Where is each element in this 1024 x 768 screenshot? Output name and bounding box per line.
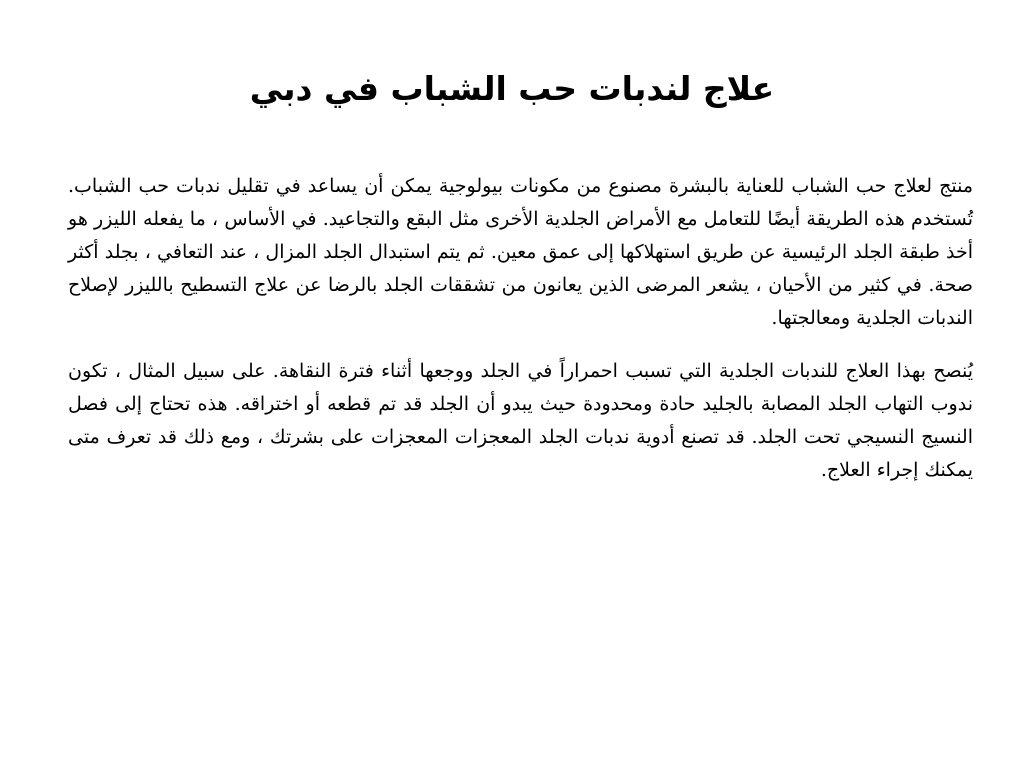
slide-body (68, 170, 973, 487)
paragraph-scar-advice: يُنصح بهذا العلاج للندبات الجلدية التي تسبب احمراراً في الجلد ووجعها أثناء فترة النقاهة. على سبيل المثال ، تكون ندوب التهاب الجلد المصابة بالجليد حادة ومحدودة حيث يبدو أن الجلد قد تم قطعه أو اختراقه. هذه تحتاج إلى فصل النسيج النسيجي تحت الجلد. قد تصنع أدوية ندبات الجلد المعجزات المعجزات على بشرتك ، ومع ذلك قد تعرف متى يمكنك إجراء العلاج. (68, 360, 974, 481)
slide-title: علاج لندبات حب الشباب في دبي (249, 69, 775, 108)
paragraph-laser-treatment: منتج لعلاج حب الشباب للعناية بالبشرة مصنوع من مكونات بيولوجية يمكن أن يساعد في تقليل ندبات حب الشباب. تُستخدم هذه الطريقة أيضًا للتعامل مع الأمراض الجلدية الأخرى مثل البقع والتجاعيد. في الأساس ، ما يفعله الليزر هو أخذ طبقة الجلد الرئيسية عن طريق استهلاكها إلى عمق معين. ثم يتم استبدال الجلد المزال ، عند التعافي ، بجلد أكثر صحة. في كثير من الأحيان ، يشعر المرضى الذين يعانون من تشققات الجلد بالرضا عن علاج التسطيح بالليزر لإصلاح الندبات الجلدية ومعالجتها. (68, 175, 973, 329)
